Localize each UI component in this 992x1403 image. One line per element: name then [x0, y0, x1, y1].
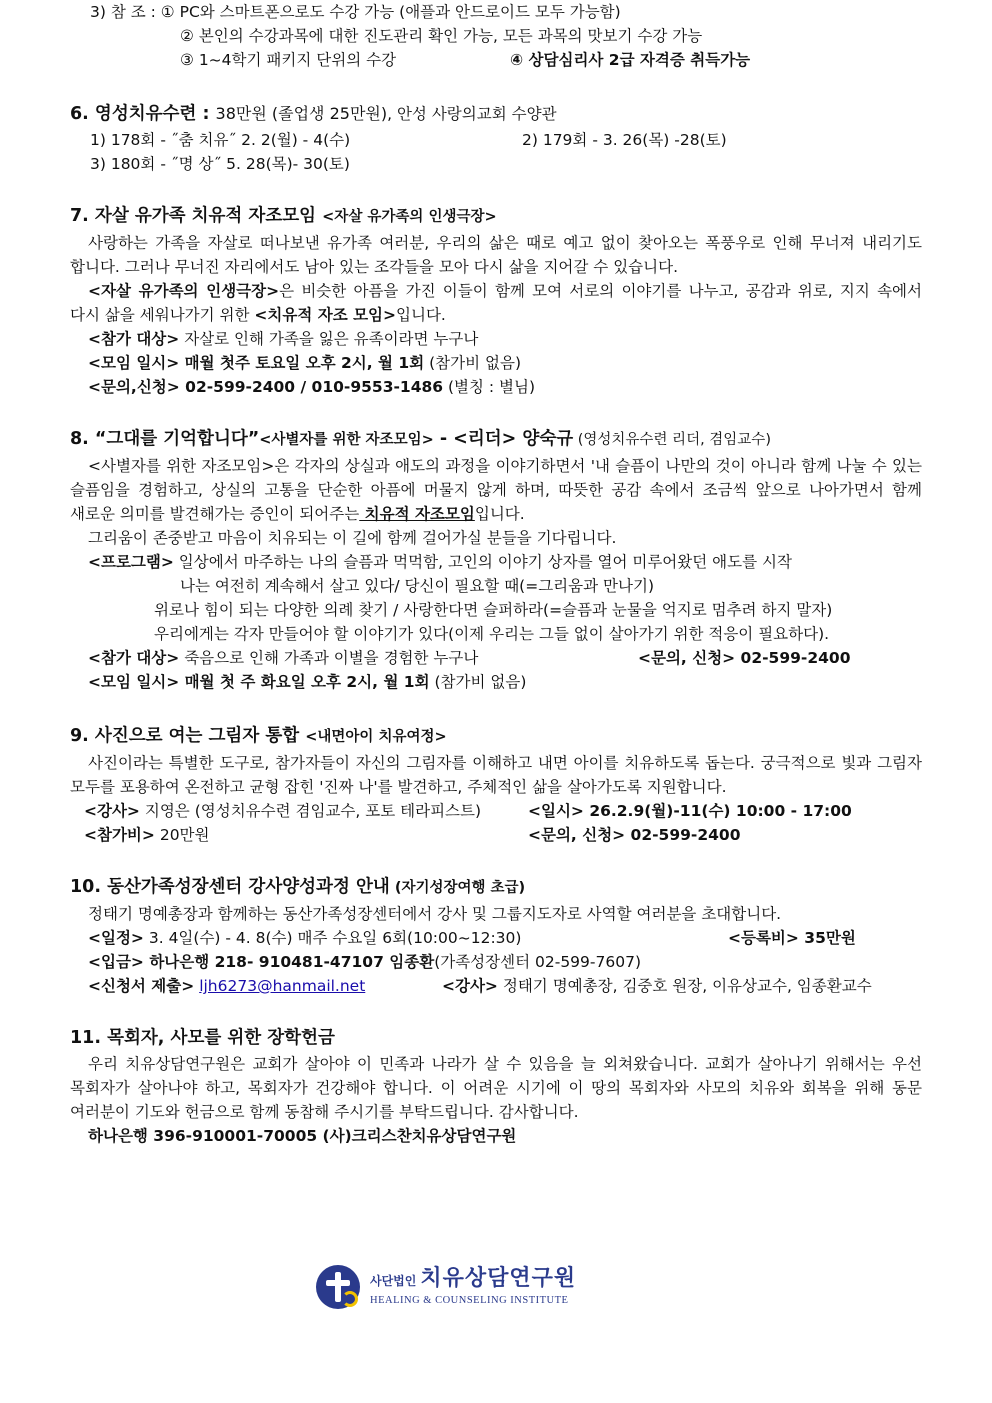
date-value: 매월 첫주 토요일 오후 2시, 월 1회	[179, 354, 425, 372]
contact-label: <문의, 신청>	[528, 826, 626, 844]
section-8-title	[70, 425, 922, 454]
section-8-text: <사별자를 위한 자조모임>은 각자의 상실과 애도의 과정을 이야기하면서 '내 슬픔이 나만의 것이 아니라 함께 나눌 수 있는 슬픔임을 경험하고, 상실의 고통을 단순한 아픔에 머물지 않게 하며, 따뜻한 공감 속에서 조금씩 앞으로 나아가면서 함께 새로운 의미를 발견해가는 증인이 되어주는	[70, 457, 922, 523]
session-178: 1) 178회 - ˝춤 치유˝ 2. 2(월) - 4(수)	[90, 131, 351, 149]
schedule-label: <일정>	[88, 929, 144, 947]
section-7-date	[70, 351, 922, 375]
section-9-row-2	[70, 823, 922, 847]
lecturer-label: <강사>	[84, 802, 140, 820]
contact-value: 02-599-2400 / 010-9553-1486	[179, 378, 444, 396]
section-8-text-end: 입니다.	[474, 505, 525, 523]
program-item-1: 일상에서 마주하는 나의 슬픔과 먹먹함, 고인의 이야기 상자를 열어 미루어왔던 애도를 시작	[173, 553, 792, 571]
fee-label: <참가비>	[84, 826, 155, 844]
apply-label: <신청서 제출>	[88, 977, 195, 995]
program-name: <자살 유가족의 인생극장>	[88, 282, 280, 300]
section-8-program	[70, 550, 922, 574]
section-6-row-1	[70, 128, 922, 152]
lecturer-label: <강사>	[442, 977, 498, 995]
schedule-value: 3. 4일(수) - 4. 8(수) 매주 수요일 6회(10:00~12:30)	[143, 929, 522, 947]
institute-logo	[316, 1265, 576, 1309]
session-180: 3) 180회 - ˝명 상˝ 5. 28(목)- 30(토)	[90, 155, 350, 173]
section-9	[70, 722, 922, 847]
date-value: 26.2.9(월)-11(수) 10:00 - 17:00	[583, 802, 852, 820]
contact-label: <문의, 신청>	[638, 649, 736, 667]
section-10-apply	[70, 974, 922, 998]
email-link[interactable]: ljh6273@hanmail.net	[199, 977, 366, 995]
contact-label: <문의,신청>	[88, 378, 180, 396]
bank-label: <입금>	[88, 953, 144, 971]
section-7-heading: 7. 자살 유가족 치유적 자조모임	[70, 206, 317, 226]
section-6-title	[70, 100, 922, 128]
target-value: 자살로 인해 가족을 잃은 유족이라면 누구나	[179, 330, 479, 348]
reference-item-4: ④ 상담심리사 2급 자격증 취득가능	[510, 51, 751, 69]
section-8-paragraph-2: 그리움이 존중받고 마음이 치유되는 이 길에 함께 걸어가실 분들을 기다립니다.	[88, 529, 617, 547]
logo-korean	[370, 1266, 576, 1294]
section-9-title	[70, 722, 922, 751]
section-7	[70, 202, 922, 399]
lecturer-value: 지영은 (영성치유수련 겸임교수, 포토 테라피스트)	[139, 802, 482, 820]
date-label: <모임 일시>	[88, 354, 180, 372]
section-8-leader: - <리더> 양숙규	[433, 429, 574, 449]
date-label: <일시>	[528, 802, 584, 820]
section-6-heading: 6. 영성치유수련 :	[70, 104, 210, 124]
section-7-text: 은 비슷한 아픔을 가진 이들이 함께 모여 서로의 이야기를 나누고, 공감과 위로, 지지 속에서 다시 삶을 세워나가기 위한	[70, 282, 922, 324]
section-10-subtitle: (자기성장여행 초급)	[389, 880, 526, 896]
section-10-heading: 10. 동산가족성장센터 강사양성과정 안내	[70, 877, 390, 897]
program-item-4: 우리에게는 각자 만들어야 할 이야기가 있다(이제 우리는 그들 없이 살아가기 위한 적응이 필요하다).	[154, 625, 830, 643]
section-8-date	[70, 670, 922, 694]
contact-note: (별칭 : 별님)	[443, 378, 536, 396]
section-8-paragraph-1	[70, 454, 922, 526]
section-10	[70, 873, 922, 998]
lecturer-value: 정태기 명예총장, 김중호 원장, 이유상교수, 임종환교수	[497, 977, 872, 995]
date-note: (참가비 없음)	[424, 354, 522, 372]
contact-value: 02-599-2400	[625, 826, 741, 844]
section-7-text-end: 입니다.	[396, 306, 446, 324]
date-note: (참가비 없음)	[429, 673, 527, 691]
reference-item-3: ③ 1~4학기 패키지 단위의 수강	[180, 51, 397, 69]
target-value: 죽음으로 인해 가족과 이별을 경험한 누구나	[179, 649, 479, 667]
section-6	[70, 100, 922, 176]
section-10-bank	[70, 950, 922, 974]
section-7-contact	[70, 375, 922, 399]
section-7-paragraph-1: 사랑하는 가족을 자살로 떠나보낸 유가족 여러분, 우리의 삶은 때로 예고 없이 찾아오는 폭풍우로 인해 무너져 내리기도 합니다. 그러나 무너진 자리에서도 남아 있는 조각들을 모아 다시 삶을 지어갈 수 있습니다.	[70, 234, 922, 276]
date-label: <모임 일시>	[88, 673, 180, 691]
logo-english: HEALING & COUNSELING INSTITUTE	[370, 1295, 569, 1306]
section-11-bank: 하나은행 396-910001-70005 (사)크리스찬치유상담연구원	[88, 1127, 517, 1145]
section-6-place: , 안성 사랑의교회 수양관	[387, 105, 557, 123]
section-8	[70, 425, 922, 694]
section-6-fee: 38만원 (졸업생 25만원)	[215, 104, 388, 123]
date-value: 매월 첫 주 화요일 오후 2시, 월 1회	[179, 673, 430, 691]
fee-label: <등록비>	[728, 929, 799, 947]
fee-value: 35만원	[798, 929, 856, 947]
section-8-heading: 8. “그대를 기억합니다”	[70, 429, 260, 449]
section-9-subtitle: <내면아이 치유여정>	[305, 729, 447, 745]
target-label: <참가 대상>	[88, 649, 180, 667]
section-7-paragraph-2	[70, 279, 922, 327]
program-label: <프로그램>	[88, 553, 174, 571]
cross-logo-icon	[316, 1265, 360, 1309]
section-11-title: 11. 목회자, 사모를 위한 장학헌금	[70, 1028, 335, 1048]
meeting-type: <치유적 자조 모임>	[254, 306, 397, 324]
section-8-leader-role: (영성치유수련 리더, 겸임교수)	[573, 432, 771, 448]
document-page	[70, 0, 922, 1148]
logo-small: 사단법인	[370, 1274, 417, 1288]
section-10-schedule	[70, 926, 922, 950]
logo-name: 치유상담연구원	[420, 1266, 577, 1291]
section-11-paragraph: 우리 치유상담연구원은 교회가 살아야 이 민족과 나라가 살 수 있음을 늘 외쳐왔습니다. 교회가 살아나기 위해서는 우선 목회자가 살아나야 하고, 목회자가 건강해야 합니다. 이 어려운 시기에 이 땅의 목회자와 사모의 치유와 회복을 위해 동문 여러분이 기도와 헌금으로 함께 동참해 주시기를 부탁드립니다. 감사합니다.	[70, 1055, 922, 1121]
section-7-title	[70, 202, 922, 231]
section-8-subtitle: <사별자를 위한 자조모임>	[259, 432, 434, 448]
session-179: 2) 179회 - 3. 26(목) -28(토)	[522, 131, 727, 149]
section-11	[70, 1024, 922, 1148]
section-7-subtitle: <자살 유가족의 인생극장>	[322, 209, 497, 225]
reference-line-3	[70, 48, 922, 72]
contact-value: 02-599-2400	[735, 649, 851, 667]
section-9-row-1	[70, 799, 922, 823]
reference-line-1: 3) 참 조 : ① PC와 스마트폰으로도 수강 가능 (애플과 안드로이드 모두 가능함)	[90, 3, 621, 21]
section-9-paragraph: 사진이라는 특별한 도구로, 참가자들이 자신의 그림자를 이해하고 내면 아이를 치유하도록 돕는다. 궁극적으로 빛과 그림자 모두를 포용하여 온전하고 균형 잡힌 '진짜 나'를 발견하고, 주체적인 삶을 살아가도록 지원합니다.	[70, 754, 922, 796]
section-7-target	[70, 327, 922, 351]
target-label: <참가 대상>	[88, 330, 180, 348]
program-item-3: 위로나 힘이 되는 다양한 의례 찾기 / 사랑한다면 슬퍼하라(=슬픔과 눈물을 억지로 멈추려 하지 말자)	[154, 601, 833, 619]
section-8-highlight: 치유적 자조모임	[359, 505, 475, 523]
program-item-2: 나는 여전히 계속해서 살고 있다/ 당신이 필요할 때(=그리움과 만나기)	[180, 577, 654, 595]
bank-note: (가족성장센터 02-599-7607)	[434, 953, 641, 971]
reference-line-2: ② 본인의 수강과목에 대한 진도관리 확인 가능, 모든 과목의 맛보기 수강 가능	[180, 27, 703, 45]
section-10-paragraph: 정태기 명예총장과 함께하는 동산가족성장센터에서 강사 및 그룹지도자로 사역할 여러분을 초대합니다.	[88, 905, 782, 923]
fee-value: 20만원	[154, 826, 210, 844]
bank-value: 하나은행 218- 910481-47107 임종환	[143, 953, 435, 971]
section-10-title	[70, 873, 922, 902]
section-8-target	[70, 646, 922, 670]
section-9-heading: 9. 사진으로 여는 그림자 통합	[70, 726, 300, 746]
